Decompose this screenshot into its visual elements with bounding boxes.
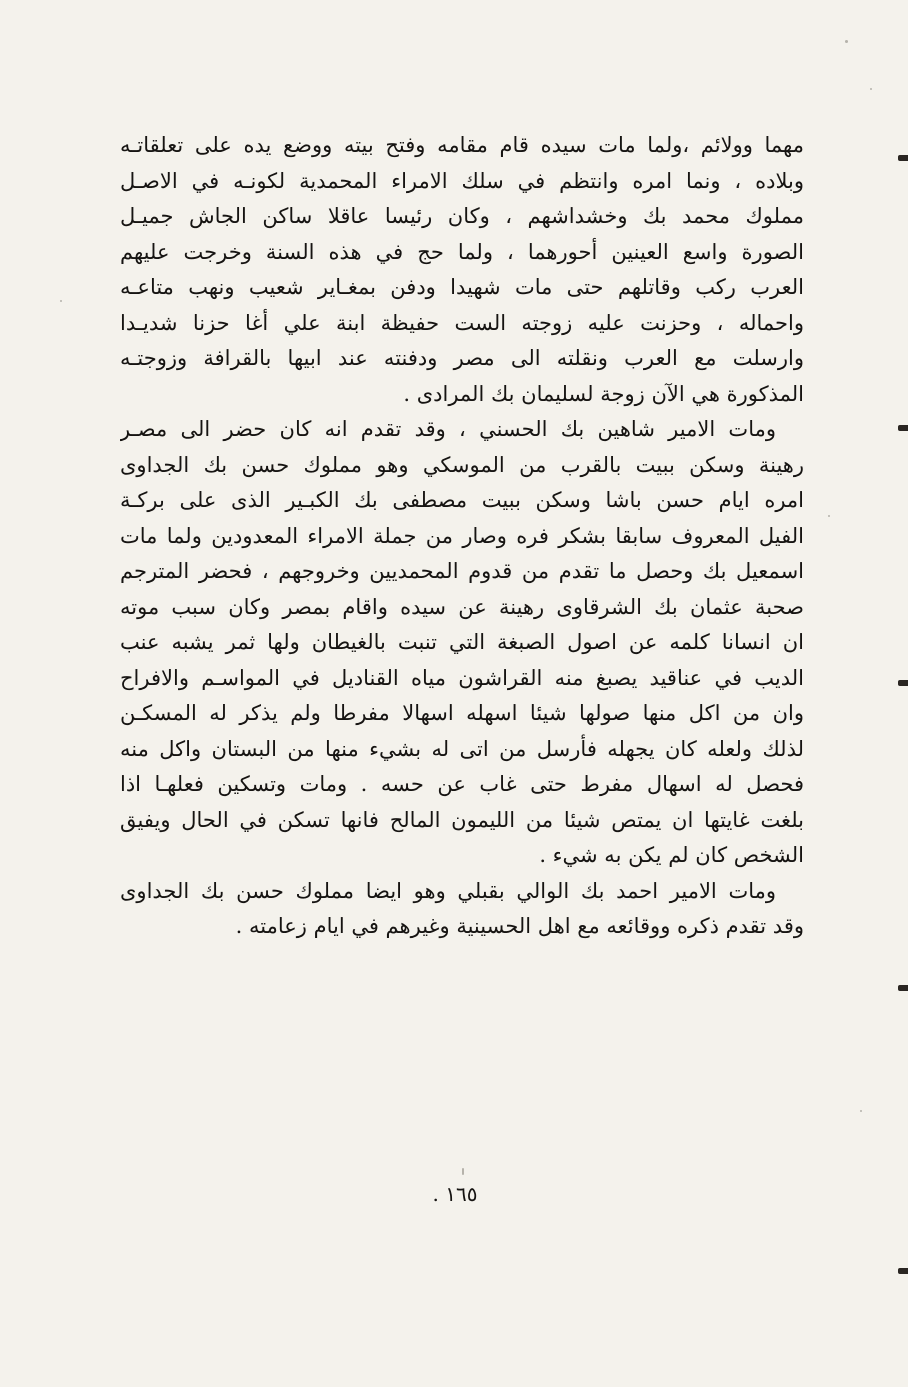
text-line: الديب في عناقيد يصبغ منه القراشون مياه القناديل في المواسـم والافراح xyxy=(120,665,804,690)
text-line: الفيل المعروف سابقا بشكر فره وصار من جملة الامراء المعدودين ولما مات xyxy=(120,523,804,548)
paragraph-start-line: ومات الامير احمد بك الوالي بقبلي وهو ايضا مملوك حسن بك الجداوى xyxy=(120,878,776,903)
paper-speck xyxy=(462,1168,464,1175)
page-number: ١٦٥ . xyxy=(432,1182,478,1206)
text-line: بلغت غايتها ان يمتص شيئا من الليمون المالح فانها تسكن في الحال ويفيق xyxy=(120,807,804,832)
text-line: مهما وولائم ،ولما مات سيده قام مقامه وفتح بيته ووضع يده على تعلقاتـه xyxy=(120,133,804,157)
text-line: وبلاده ، ونما امره وانتظم في سلك الامراء المحمدية لكونـه في الاصـل xyxy=(120,168,804,193)
text-line: الصورة واسع العينين أحورهما ، ولما حج في هذه السنة وخرجت عليهم xyxy=(120,239,804,264)
binding-mark xyxy=(898,155,908,161)
text-line: وقد تقدم ذكره ووقائعه مع اهل الحسينية وغيرهم في ايام زعامته . xyxy=(235,914,804,938)
paper-speck xyxy=(860,1110,862,1112)
binding-mark xyxy=(898,680,908,686)
text-line: العرب ركب وقاتلهم حتى مات شهيدا ودفن بمغـاير شعيب ونهب متاعـه xyxy=(120,275,804,299)
text-line: المذكورة هي الآن زوجة لسليمان بك المرادى . xyxy=(403,381,804,406)
binding-mark xyxy=(898,1268,908,1274)
text-line: الشخص كان لم يكن به شيء . xyxy=(539,843,804,867)
paragraph-start-line: ومات الامير شاهين بك الحسني ، وقد تقدم انه كان حضر الى مصـر xyxy=(120,417,776,441)
text-line: رهينة وسكن ببيت بالقرب من الموسكي وهو مملوك حسن بك الجداوى xyxy=(120,452,804,477)
text-line: لذلك ولعله كان يجهله فأرسل من اتى له بشيء منها من البستان واكل منه xyxy=(120,736,804,761)
text-line: وان من اكل منها صولها شيئا اسهله اسهالا مفرطا ولم يذكر له المسكـن xyxy=(120,701,804,725)
paper-speck xyxy=(845,40,848,43)
text-line: فحصل له اسهال مفرط حتى غاب عن حسه . ومات وتسكين فعلهـا اذا xyxy=(120,772,804,796)
binding-mark xyxy=(898,425,908,431)
text-line: مملوك محمد بك وخشداشهم ، وكان رئيسا عاقلا ساكن الجاش جميـل xyxy=(120,204,804,228)
text-line: وارسلت مع العرب ونقلته الى مصر ودفنته عند ابيها بالقرافة وزوجتـه xyxy=(120,346,804,370)
text-line: ان انسانا كلمه عن اصول الصبغة التي تنبت بالغيطان ولها ثمر يشبه عنب xyxy=(120,630,804,654)
text-line: امره ايام حسن باشا وسكن ببيت مصطفى بك الكبـير الذى على بركـة xyxy=(120,488,804,512)
text-line: صحبة عثمان بك الشرقاوى رهينة عن سيده واقام بمصر وكان سبب موته xyxy=(120,594,804,619)
binding-mark xyxy=(898,985,908,991)
paper-speck xyxy=(60,300,62,302)
body-text xyxy=(120,128,804,945)
paper-speck xyxy=(870,88,872,90)
text-line: واحماله ، وحزنت عليه زوجته الست حفيظة ابنة علي أغا حزنا شديـدا xyxy=(120,310,804,335)
text-line: اسمعيل بك وحصل ما تقدم من قدوم المحمديين وخروجهم ، فحضر المترجم xyxy=(120,559,804,583)
paper-speck xyxy=(828,515,830,517)
